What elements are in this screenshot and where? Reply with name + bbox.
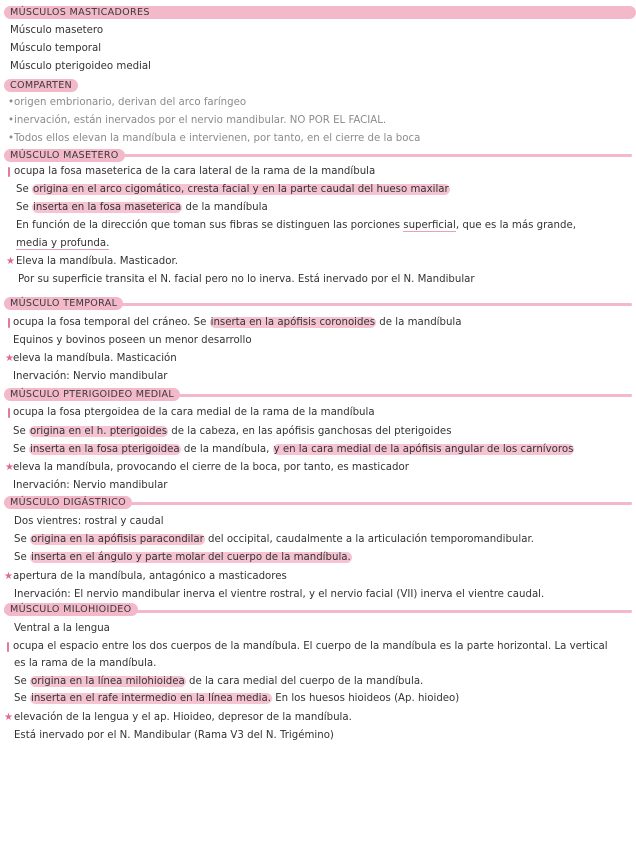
heading-text: COMPARTEN xyxy=(10,80,73,91)
heading-text: MÚSCULO PTERIGOIDEO MEDIAL xyxy=(10,389,175,400)
star-icon: ★ xyxy=(4,712,13,723)
section-heading-milohioideo xyxy=(4,603,138,616)
section-heading-temporal xyxy=(4,297,123,310)
text-line: Se inserta en la fosa pterigoidea de la mandíbula, y en la cara medial de la apófisis angular de los carnívoros xyxy=(13,444,574,455)
text-line: Equinos y bovinos poseen un menor desarrollo xyxy=(13,335,252,346)
text-line: Se origina en el arco cigomático, cresta facial y en la parte caudal del hueso maxilar xyxy=(16,184,449,195)
list-item: Músculo pterigoideo medial xyxy=(10,61,151,72)
text-line: eleva la mandíbula. Masticación xyxy=(13,353,177,364)
text-line: Se origina en la apófisis paracondilar del occipital, caudalmente a la articulación temporomandibular. xyxy=(14,534,534,545)
highlighted-text: inserta en la apófisis coronoides xyxy=(210,317,376,328)
text-line: Está inervado por el N. Mandibular (Rama V3 del N. Trigémino) xyxy=(14,730,334,741)
text-line: Ventral a la lengua xyxy=(14,623,110,634)
list-item: •Todos ellos elevan la mandíbula e intervienen, por tanto, en el cierre de la boca xyxy=(8,133,421,144)
highlighted-text: inserta en el ángulo y parte molar del cuerpo de la mandíbula. xyxy=(30,552,351,563)
underlined-text: superficial xyxy=(403,220,456,231)
list-item: Músculo temporal xyxy=(10,43,102,54)
list-item: •origen embrionario, derivan del arco faríngeo xyxy=(8,97,247,108)
text-line: En función de la dirección que toman sus fibras se distinguen las porciones superficial, que es la más grande, xyxy=(16,220,576,231)
highlighted-text: inserta en la fosa maseterica xyxy=(32,202,182,213)
text-line: Inervación: Nervio mandibular xyxy=(13,480,168,491)
text-line: ocupa el espacio entre los dos cuerpos de la mandíbula. El cuerpo de la mandíbula es la parte horizontal. La vertical xyxy=(13,641,608,652)
section-heading-comparten xyxy=(4,79,78,92)
text-line: ocupa la fosa ptergoidea de la cara medial de la rama de la mandíbula xyxy=(13,407,375,418)
section-heading-masticadores xyxy=(4,6,636,19)
exclamation-mark-icon xyxy=(8,318,10,328)
text-line: eleva la mandíbula, provocando el cierre de la boca, por tanto, es masticador xyxy=(13,462,409,473)
star-icon: ★ xyxy=(4,571,13,582)
section-heading-masetero xyxy=(4,149,125,162)
text-line: Se origina en el h. pterigoides de la cabeza, en las apófisis ganchosas del pterigoides xyxy=(13,426,452,437)
heading-text: MÚSCULO DIGÁSTRICO xyxy=(10,497,127,508)
highlighted-text: origina en la apófisis paracondilar xyxy=(30,534,204,545)
text-line: Se origina en la línea milohioidea de la cara medial del cuerpo de la mandíbula. xyxy=(14,676,424,687)
highlighted-text: inserta en el rafe intermedio en la línea media. xyxy=(30,693,271,704)
highlighted-text: inserta en la fosa pterigoidea xyxy=(29,444,180,455)
heading-text: MÚSCULO MASETERO xyxy=(10,150,119,161)
highlighted-text: origina en el arco cigomático, cresta facial y en la parte caudal del hueso maxilar xyxy=(32,184,449,195)
text-line xyxy=(16,236,109,251)
highlighted-text: y en la cara medial de la apófisis angular de los carnívoros xyxy=(273,444,574,455)
underlined-text: media y profunda. xyxy=(16,238,110,249)
text-line: Eleva la mandíbula. Masticador. xyxy=(16,256,178,267)
text-line: elevación de la lengua y el ap. Hioideo, depresor de la mandíbula. xyxy=(14,712,352,723)
text-line: ocupa la fosa maseterica de la cara lateral de la rama de la mandíbula xyxy=(14,166,376,177)
section-heading-digastrico xyxy=(4,496,132,509)
list-item: Músculo masetero xyxy=(10,25,104,36)
list-item: •inervación, están inervados por el nervio mandibular. NO POR EL FACIAL. xyxy=(8,115,387,126)
text-line: Se inserta en la fosa maseterica de la mandíbula xyxy=(16,202,268,213)
star-icon: ★ xyxy=(6,256,15,267)
heading-text: MÚSCULO MILOHIOIDEO xyxy=(10,604,132,615)
text-line: ocupa la fosa temporal del cráneo. Se inserta en la apófisis coronoides de la mandíbula xyxy=(13,317,462,328)
exclamation-mark-icon xyxy=(8,167,10,177)
highlighted-text: origina en la línea milohioidea xyxy=(30,676,185,687)
star-icon: ★ xyxy=(5,353,14,364)
text-line: es la rama de la mandíbula. xyxy=(14,658,157,669)
text-line: Inervación: Nervio mandibular xyxy=(13,371,168,382)
exclamation-mark-icon xyxy=(8,408,10,418)
highlighted-text: origina en el h. pterigoides xyxy=(29,426,168,437)
text-line: Se inserta en el rafe intermedio en la línea media. En los huesos hioideos (Ap. hioideo) xyxy=(14,693,460,704)
text-line: Se inserta en el ángulo y parte molar del cuerpo de la mandíbula. xyxy=(14,552,351,563)
heading-text: MÚSCULOS MASTICADORES xyxy=(10,7,150,18)
text-line: apertura de la mandíbula, antagónico a masticadores xyxy=(13,571,287,582)
exclamation-mark-icon xyxy=(7,642,9,652)
text-line: Por su superficie transita el N. facial pero no lo inerva. Está inervado por el N. Mandibular xyxy=(18,274,475,285)
heading-text: MÚSCULO TEMPORAL xyxy=(10,298,118,309)
text-line: Inervación: El nervio mandibular inerva el vientre rostral, y el nervio facial (VII) inerva el vientre caudal. xyxy=(14,589,545,600)
section-heading-pterigoideo xyxy=(4,388,180,401)
star-icon: ★ xyxy=(5,462,14,473)
text-line: Dos vientres: rostral y caudal xyxy=(14,516,164,527)
